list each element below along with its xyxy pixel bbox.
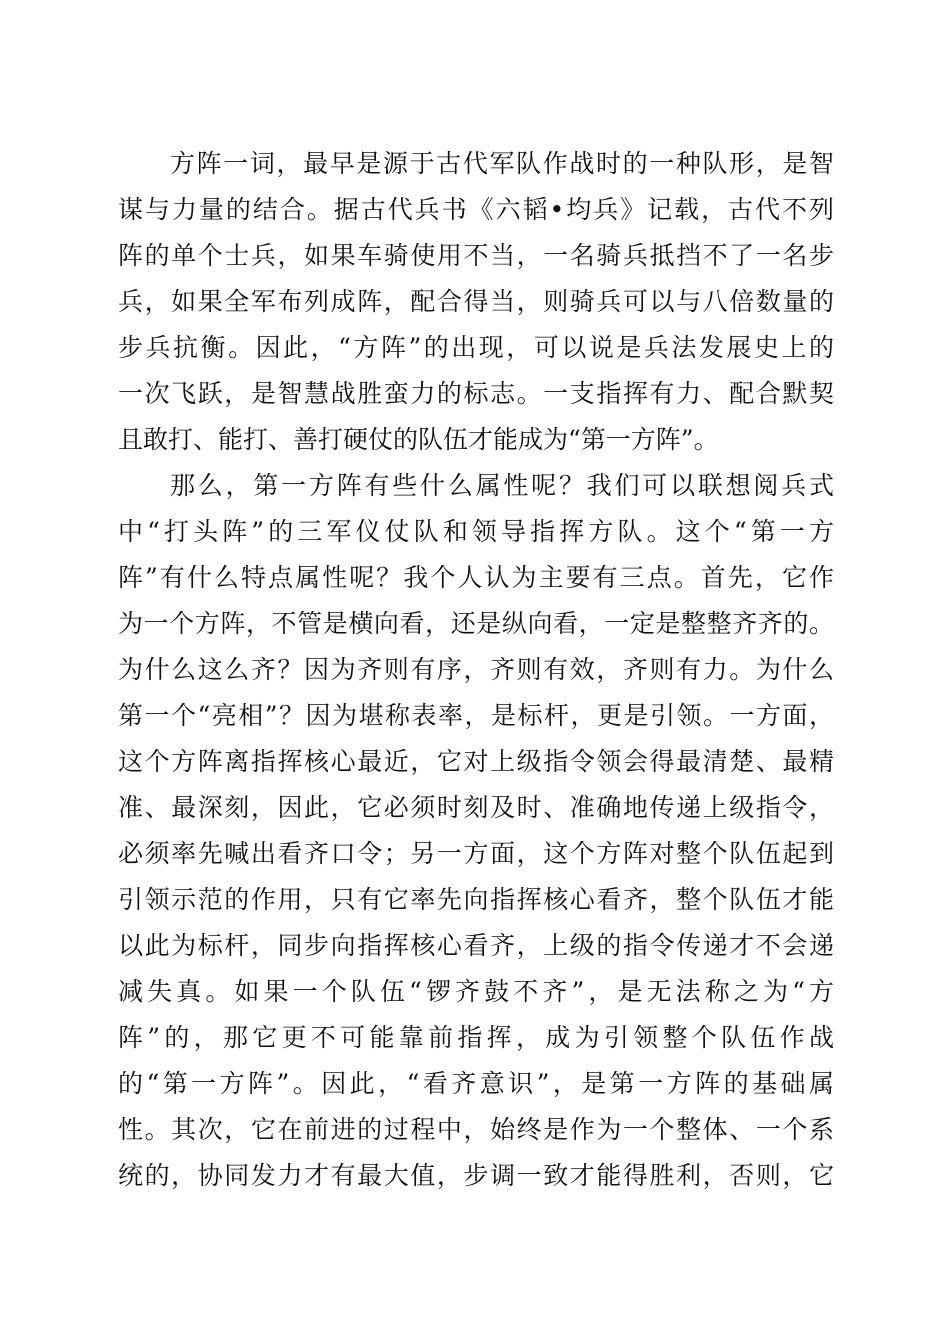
- paragraph-2-line-6: 第一个“亮相”？因为堪称表率，是标杆，更是引领。一方面，: [118, 701, 834, 730]
- paragraph-1-line-4: 兵，如果全军布列成阵，配合得当，则骑兵可以与八倍数量的: [118, 287, 834, 316]
- paragraph-2-line-1: 那么，第一方阵有些什么属性呢？我们可以联想阅兵式: [170, 471, 834, 500]
- paragraph-2-line-5: 为什么这么齐？因为齐则有序，齐则有效，齐则有力。为什么: [118, 655, 834, 684]
- paragraph-1-line-7: 且敢打、能打、善打硬仗的队伍才能成为“第一方阵”。: [118, 425, 719, 454]
- paragraph-2-line-16: 统的，协同发力才有最大值，步调一致才能得胜利，否则，它: [118, 1161, 834, 1190]
- paragraph-2-line-13: 阵”的，那它更不可能靠前指挥，成为引领整个队伍作战: [118, 1023, 834, 1052]
- paragraph-2-line-12: 减失真。如果一个队伍“锣齐鼓不齐”，是无法称之为“方: [118, 977, 834, 1006]
- paragraph-2-line-11: 以此为标杆，同步向指挥核心看齐，上级的指令传递才不会递: [118, 931, 834, 960]
- paragraph-2-line-8: 准、最深刻，因此，它必须时刻及时、准确地传递上级指令，: [118, 793, 834, 822]
- paragraph-1-line-3: 阵的单个士兵，如果车骑使用不当，一名骑兵抵挡不了一名步: [118, 241, 834, 270]
- paragraph-2-line-10: 引领示范的作用，只有它率先向指挥核心看齐，整个队伍才能: [118, 885, 834, 914]
- paragraph-2-line-7: 这个方阵离指挥核心最近，它对上级指令领会得最清楚、最精: [118, 747, 834, 776]
- paragraph-2-line-9: 必须率先喊出看齐口令；另一方面，这个方阵对整个队伍起到: [118, 839, 834, 868]
- paragraph-2-line-2: 中“打头阵”的三军仪仗队和领导指挥方队。这个“第一方: [118, 517, 834, 546]
- paragraph-2-line-15: 性。其次，它在前进的过程中，始终是作为一个整体、一个系: [118, 1115, 834, 1144]
- paragraph-1-line-2: 谋与力量的结合。据古代兵书《六韬•均兵》记载，古代不列: [118, 195, 834, 224]
- paragraph-1-line-1: 方阵一词，最早是源于古代军队作战时的一种队形，是智: [170, 149, 834, 178]
- paragraph-2-line-4: 为一个方阵，不管是横向看，还是纵向看，一定是整整齐齐的。: [118, 609, 834, 638]
- paragraph-1-line-6: 一次飞跃，是智慧战胜蛮力的标志。一支指挥有力、配合默契: [118, 379, 834, 408]
- paragraph-2-line-3: 阵”有什么特点属性呢？我个人认为主要有三点。首先，它作: [118, 563, 834, 592]
- paragraph-1-line-5: 步兵抗衡。因此，“方阵”的出现，可以说是兵法发展史上的: [118, 333, 834, 362]
- paragraph-2-line-14: 的“第一方阵”。因此，“看齐意识”，是第一方阵的基础属: [118, 1069, 834, 1098]
